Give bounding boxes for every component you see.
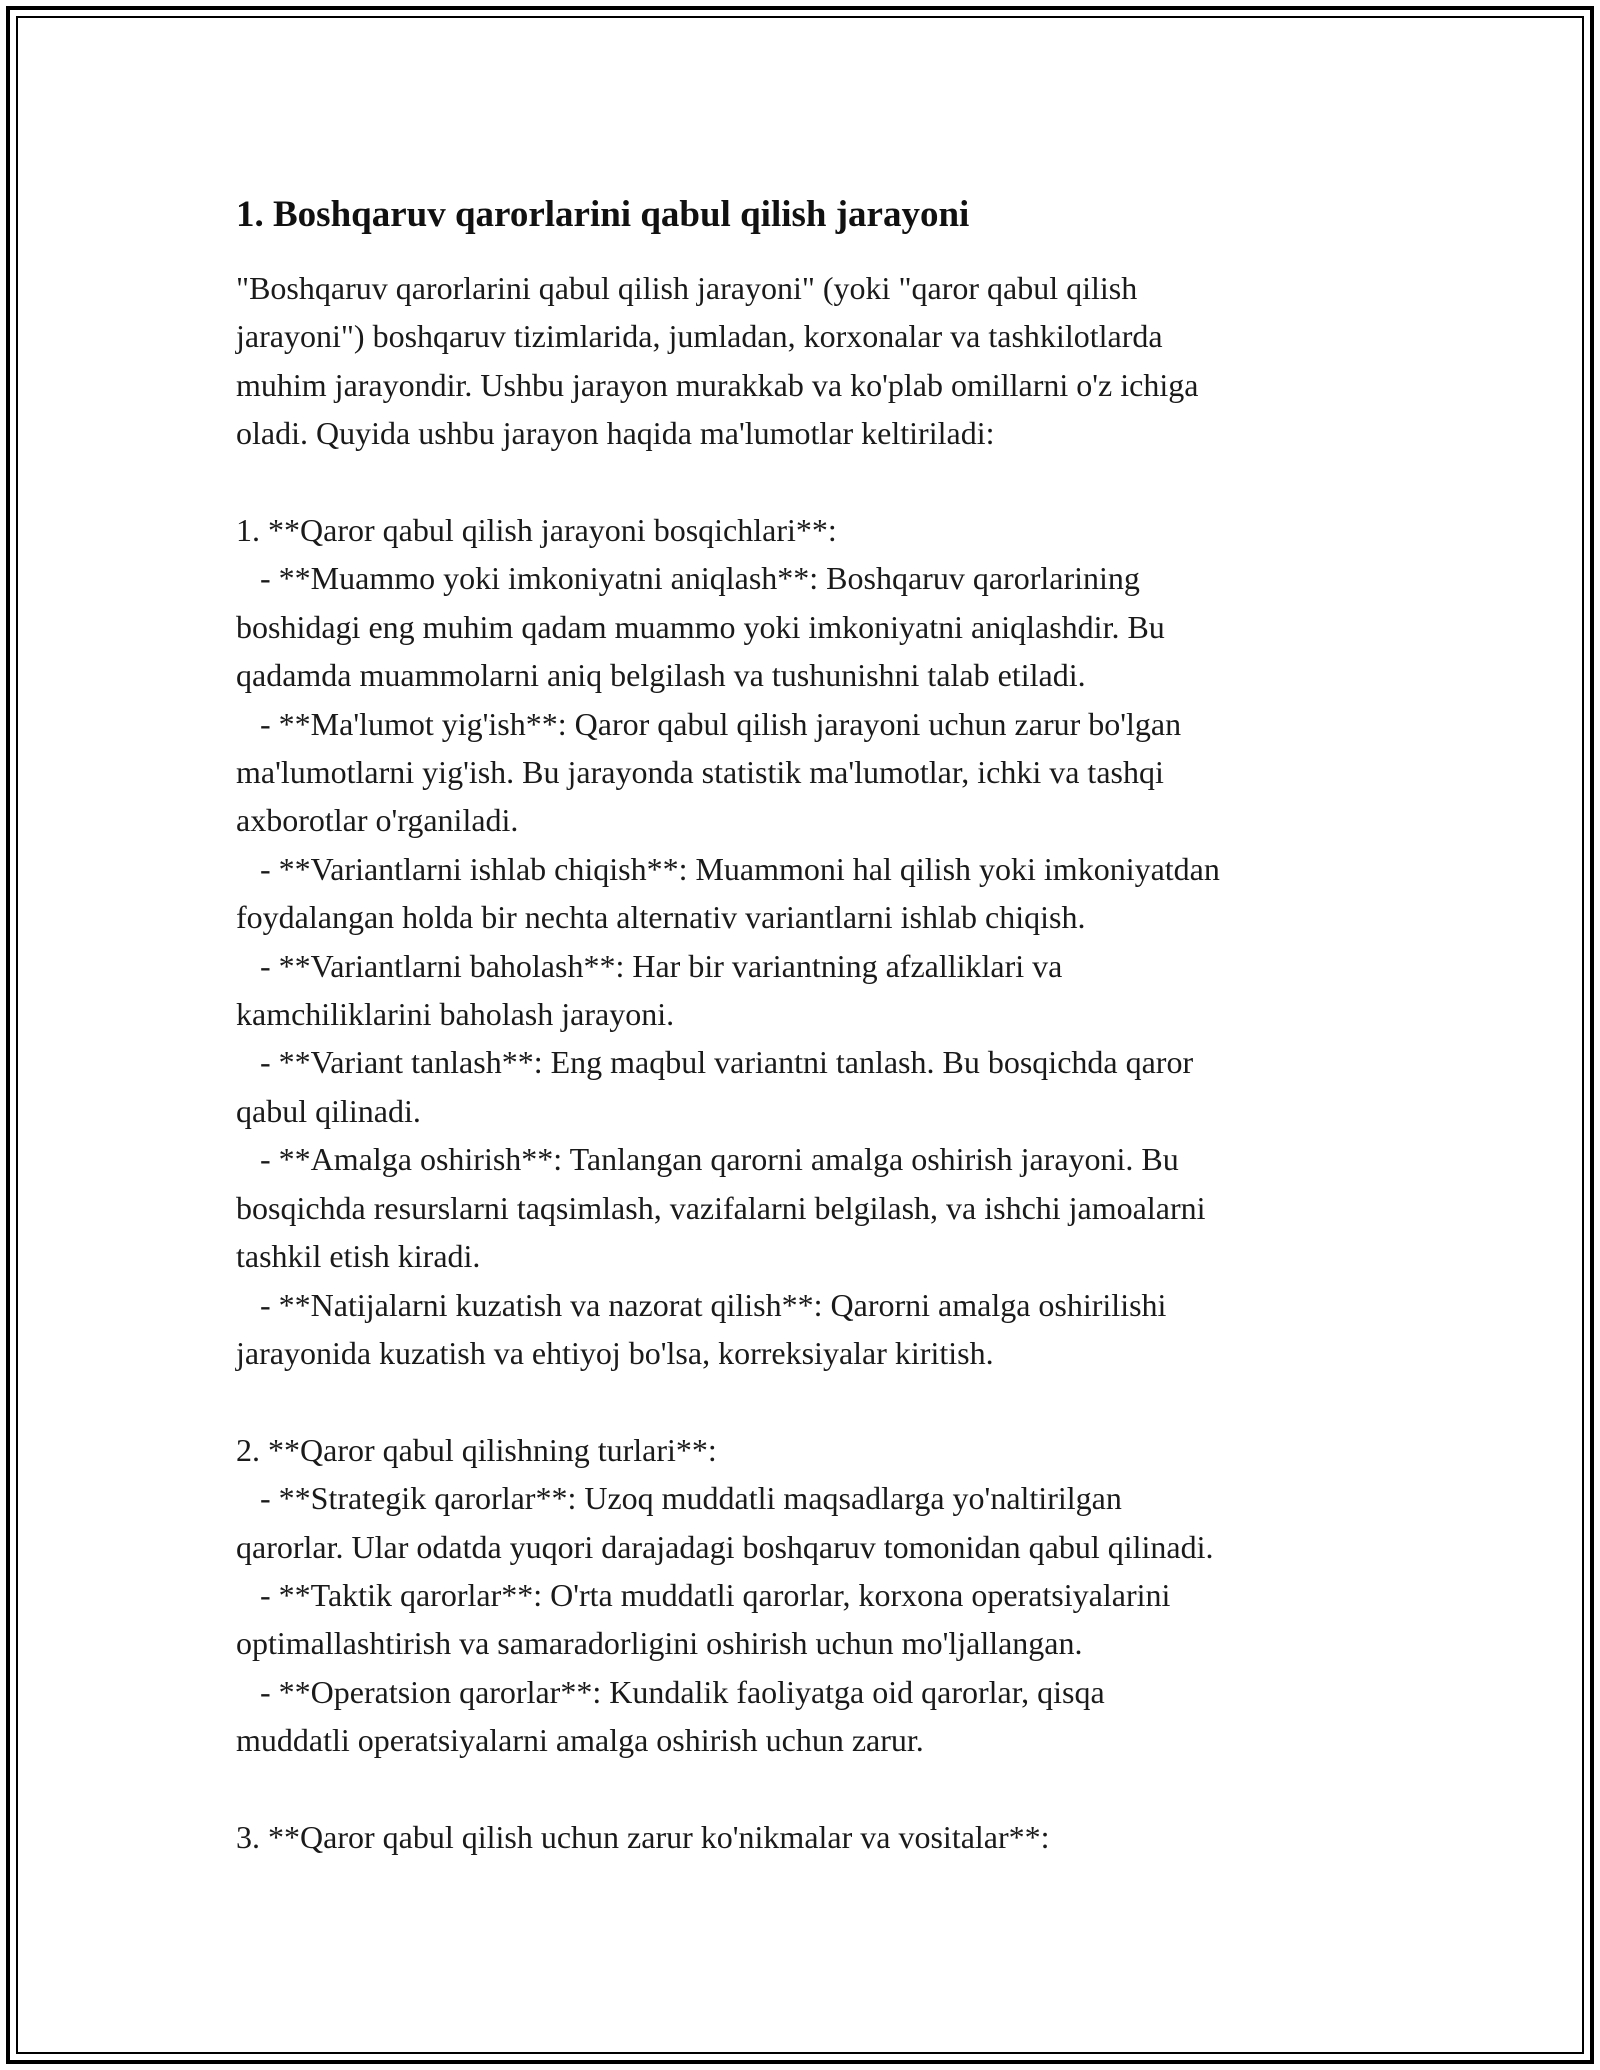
text-line: - **Taktik qarorlar**: O'rta muddatli qarorlar, korxona operatsiyalarini bbox=[236, 1576, 1171, 1613]
document-text bbox=[236, 264, 1396, 1861]
text-line: 3. **Qaror qabul qilish uchun zarur ko'nikmalar va vositalar**: bbox=[236, 1818, 1050, 1855]
text-line: - **Strategik qarorlar**: Uzoq muddatli maqsadlarga yo'naltirilgan bbox=[236, 1480, 1122, 1517]
text-line: - **Amalga oshirish**: Tanlangan qarorni amalga oshirish jarayoni. Bu bbox=[236, 1141, 1179, 1178]
text-line: muddatli operatsiyalarni amalga oshirish uchun zarur. bbox=[236, 1722, 924, 1759]
blank-line bbox=[236, 458, 1396, 506]
text-line: 1. **Qaror qabul qilish jarayoni bosqichlari**: bbox=[236, 512, 837, 549]
text-line: 2. **Qaror qabul qilishning turlari**: bbox=[236, 1431, 717, 1468]
text-line: - **Variant tanlash**: Eng maqbul variantni tanlash. Bu bosqichda qaror bbox=[236, 1044, 1194, 1081]
text-line: qarorlar. Ular odatda yuqori darajadagi boshqaruv tomonidan qabul qilinadi. bbox=[236, 1528, 1214, 1565]
text-line: jarayoni") boshqaruv tizimlarida, jumladan, korxonalar va tashkilotlarda bbox=[236, 318, 1163, 355]
text-line: optimallashtirish va samaradorligini oshirish uchun mo'ljallangan. bbox=[236, 1625, 1083, 1662]
text-line: - **Operatsion qarorlar**: Kundalik faoliyatga oid qarorlar, qisqa bbox=[236, 1673, 1105, 1710]
text-line: - **Variantlarni ishlab chiqish**: Muammoni hal qilish yoki imkoniyatdan bbox=[236, 850, 1220, 887]
text-line: qabul qilinadi. bbox=[236, 1092, 421, 1129]
text-line: bosqichda resurslarni taqsimlash, vazifalarni belgilash, va ishchi jamoalarni bbox=[236, 1189, 1206, 1226]
text-line: ma'lumotlarni yig'ish. Bu jarayonda statistik ma'lumotlar, ichki va tashqi bbox=[236, 754, 1164, 791]
text-line: - **Natijalarni kuzatish va nazorat qilish**: Qarorni amalga oshirilishi bbox=[236, 1286, 1167, 1323]
text-line: axborotlar o'rganiladi. bbox=[236, 802, 519, 839]
blank-line bbox=[236, 1377, 1396, 1425]
text-line: jarayonida kuzatish va ehtiyoj bo'lsa, korreksiyalar kiritish. bbox=[236, 1334, 994, 1371]
text-line: - **Muammo yoki imkoniyatni aniqlash**: Boshqaruv qarorlarining bbox=[236, 560, 1140, 597]
text-line: foydalangan holda bir nechta alternativ variantlarni ishlab chiqish. bbox=[236, 899, 1086, 936]
text-line: muhim jarayondir. Ushbu jarayon murakkab va ko'plab omillarni o'z ichiga bbox=[236, 366, 1199, 403]
text-line: - **Variantlarni baholash**: Har bir variantning afzalliklari va bbox=[236, 947, 1063, 984]
text-line: "Boshqaruv qarorlarini qabul qilish jarayoni" (yoki "qaror qabul qilish bbox=[236, 270, 1138, 306]
text-line: kamchiliklarini baholash jarayoni. bbox=[236, 996, 675, 1033]
blank-line bbox=[236, 1765, 1396, 1813]
text-line: oladi. Quyida ushbu jarayon haqida ma'lumotlar keltiriladi: bbox=[236, 415, 995, 452]
document-title: 1. Boshqaruv qarorlarini qabul qilish jarayoni bbox=[236, 194, 970, 235]
text-line: - **Ma'lumot yig'ish**: Qaror qabul qilish jarayoni uchun zarur bo'lgan bbox=[236, 705, 1182, 742]
document-body bbox=[236, 186, 1396, 1861]
text-line: tashkil etish kiradi. bbox=[236, 1238, 481, 1275]
text-line: qadamda muammolarni aniq belgilash va tushunishni talab etiladi. bbox=[236, 657, 1086, 694]
text-line: boshidagi eng muhim qadam muammo yoki imkoniyatni aniqlashdir. Bu bbox=[236, 608, 1165, 645]
